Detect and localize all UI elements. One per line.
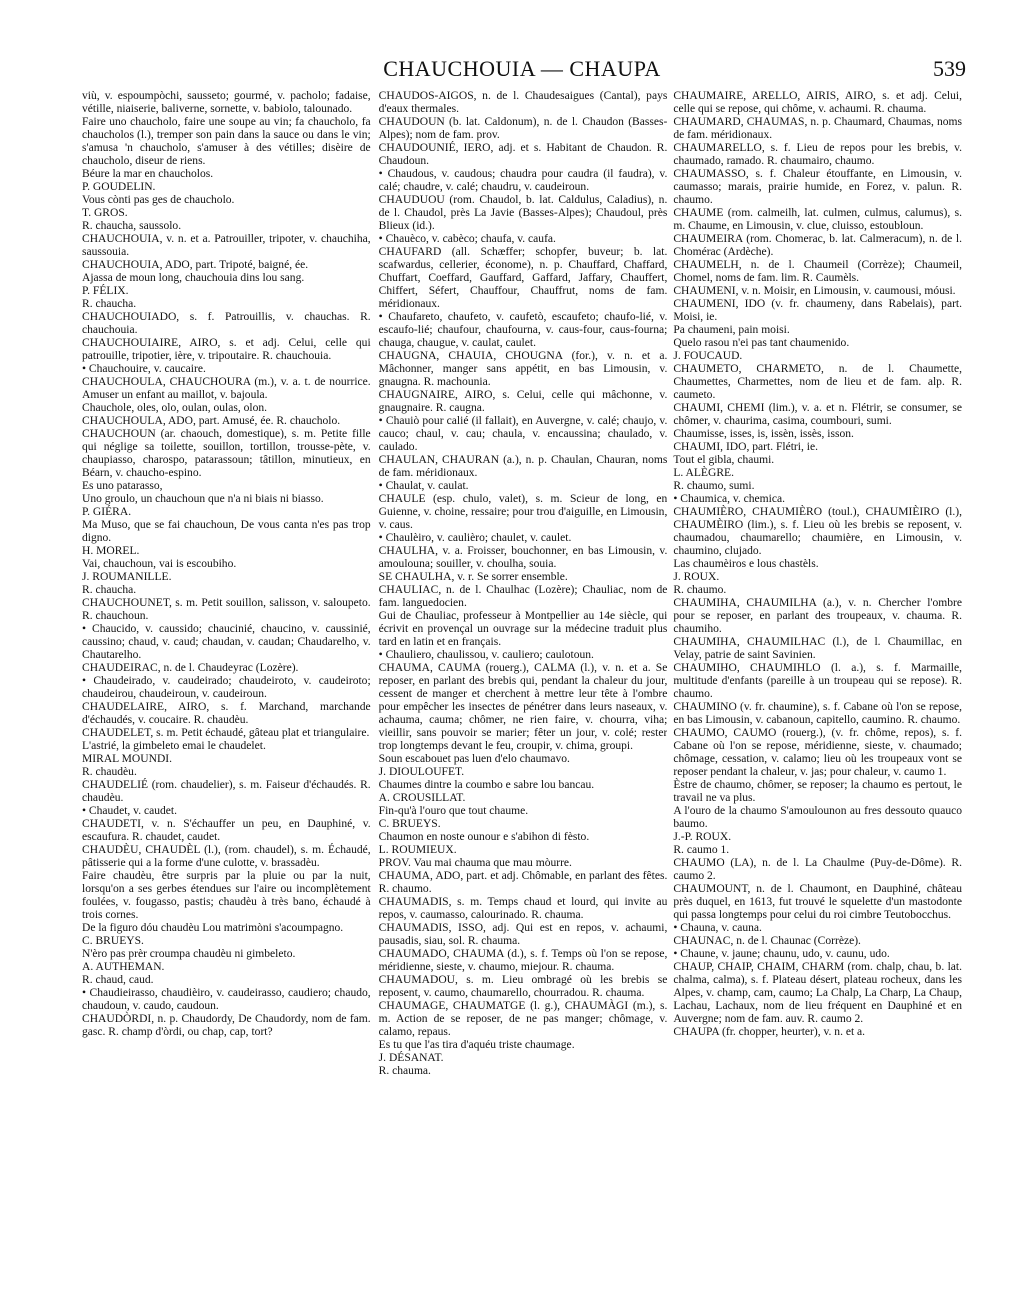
entry-paragraph: CHAUMA, ADO, part. et adj. Chômable, en parlant des fêtes. R. chaumo. <box>378 870 668 895</box>
entry-paragraph: CHAUCHOULA, CHAUCHOURA (m.), v. a. t. de nourrice. Amuser un enfant au maillot, v. bajoula. <box>82 376 371 401</box>
entry-paragraph: De la figuro dóu chaudèu Lou matrimòni s'acoumpagno. <box>82 922 344 934</box>
entry-paragraph: H. MOREL. <box>82 545 140 557</box>
entry-paragraph: • Chaudeirado, v. caudeirado; chaudeiroto, v. caudeiroto; chaudeirou, chaudeiroun, v. caudeiroun. <box>82 675 371 700</box>
entry-paragraph: CHAUDOUN (b. lat. Caldonum), n. de l. Chaudon (Basses-Alpes); nom de fam. prov. <box>378 116 668 141</box>
entry-paragraph: Faire uno chaucholo, faire une soupe au vin; fa chaucholo, fa chaucholos (l.), tremper son pain dans la sauce ou dans le vin; s'amusa 'n chaucholo, s'amuser à des vétilles; disèire de chaucholo, diseur de riens. <box>82 116 371 167</box>
entry-paragraph: CHAUMAGE, CHAUMATGE (l. g.), CHAUMÀGI (m.), s. m. Action de se reposer, de ne pas manger; chômage, v. calamo, repaus. <box>378 1000 668 1038</box>
entry-paragraph: • Chaudieirasso, chaudièiro, v. caudeirasso, caudiero; chaudo, chaudoun, v. caudo, caudoun. <box>82 987 371 1012</box>
entry-paragraph: Fin-qu'à l'ouro que tout chaume. <box>378 805 529 817</box>
entry-paragraph: CHAUMENI, v. n. Moisir, en Limousin, v. caumousi, móusi. <box>673 285 956 297</box>
entry-paragraph: Vai, chauchoun, vai is escoubiho. <box>82 558 237 570</box>
entry-paragraph: CHAUDÒRDI, n. p. Chaudordy, De Chaudordy, nom de fam. gasc. R. champ d'òrdi, ou chap, cap, tort? <box>82 1013 371 1038</box>
entry-paragraph: Uno groulo, un chauchoun que n'a ni biais ni biasso. <box>82 493 324 505</box>
entry-paragraph: MIRAL MOUNDI. <box>82 753 173 765</box>
entry-paragraph: • Chaufareto, chaufeto, v. caufetò, escaufeto; chaufo-lié, v. escaufo-lié; chaufour, chaufourna, v. caus-four, caus-fourna; chauga, chaugue, v. caulat, caulet. <box>378 311 668 349</box>
entry-paragraph: L. ROUMIEUX. <box>378 844 457 856</box>
entry-paragraph: • Chaulat, v. caulat. <box>378 480 469 492</box>
entry-paragraph: • Chaudet, v. caudet. <box>82 805 177 817</box>
entry-paragraph: CHAUMAIRE, ARELLO, AIRIS, AIRO, s. et adj. Celui, celle qui se repose, qui chôme, v. achaumi. R. chauma. <box>673 90 963 115</box>
entry-paragraph: CHAUMEIRA (rom. Chomerac, b. lat. Calmeracum), n. de l. Chomérac (Ardèche). <box>673 233 963 258</box>
entry-paragraph: J.-P. ROUX. <box>673 831 732 843</box>
entry-paragraph: CHAUCHOUNET, s. m. Petit souillon, salisson, v. saloupeto. R. chauchoun. <box>82 597 371 622</box>
entry-paragraph: N'èro pas prèr croumpa chaudèu ni gimbeleto. <box>82 948 296 960</box>
entry-paragraph: Es tu que l'as tira d'aquéu triste chaumage. <box>378 1039 575 1051</box>
entry-paragraph: CHAUCHOUIAIRE, AIRO, s. et adj. Celui, celle qui patrouille, tripotier, ière, v. tripoutaire. R. chauchouia. <box>82 337 371 362</box>
entry-paragraph: J. ROUMANILLE. <box>82 571 172 583</box>
entry-paragraph: CHAUMADOU, s. m. Lieu ombragé où les brebis se reposent, v. caumo, chaumarello, chourradou. R. chauma. <box>378 974 668 999</box>
entry-paragraph: • Chauchouire, v. caucaire. <box>82 363 206 375</box>
entry-paragraph: Pa chaumeni, pain moisi. <box>673 324 790 336</box>
entry-paragraph: • Chauiò pour calié (il fallait), en Auvergne, v. calé; chaujo, v. cauco; chaul, v. cau; chaula, v. encaussina; chaulado, v. caulado. <box>378 415 668 453</box>
entry-paragraph: R. chaucha, saussolo. <box>82 220 182 232</box>
entry-paragraph: • Chaucido, v. caussido; chaucinié, chaucino, v. caussinié, caussino; chaud, v. caud; chaudan, v. caudan; Chaudarelho, v. Chautarelho. <box>82 623 371 661</box>
entry-paragraph: J. FOUCAUD. <box>673 350 743 362</box>
entry-paragraph: CHAUDOUNIÉ, IERO, adj. et s. Habitant de Chaudon. R. Chaudoun. <box>378 142 668 167</box>
entry-paragraph: Chaumon en noste ounour e s'abihon di fèsto. <box>378 831 590 843</box>
entry-paragraph: CHAUMIHO, CHAUMIHLO (l. a.), s. f. Marmaille, multitude d'enfants (pareille à un troupeau qui se repose). R. chaumo. <box>673 662 963 700</box>
entry-paragraph: R. caumo 1. <box>673 844 730 856</box>
entry-paragraph: CHAUMENI, IDO (v. fr. chaumeny, dans Rabelais), part. Moisi, ie. <box>673 298 963 323</box>
running-head: CHAUCHOUIA — CHAUPA <box>383 56 661 81</box>
entry-paragraph: CHAUMIHA, CHAUMILHA (a.), v. n. Chercher l'ombre pour se reposer, en parlant des troupeaux, v. chauma. R. chaumiho. <box>673 597 963 635</box>
page-header <box>82 56 966 90</box>
column-1 <box>82 90 373 1276</box>
entry-paragraph: CHAUMOUNT, n. de l. Chaumont, en Dauphiné, château près duquel, en 1613, fut trouvé le squelette d'un mastodonte qui passa longtemps pour celui du roi cimbre Teutobocchus. <box>673 883 963 921</box>
entry-paragraph: J. ROUX. <box>673 571 720 583</box>
entry-paragraph: CHAUMA, CAUMA (rouerg.), CALMA (l.), v. n. et a. Se reposer, en parlant des brebis qui, pendant la chaleur du jour, cessent de manger et cherchent à mettre leur tête à l'ombre pour empêcher les insectes de pénétrer dans leurs naseaux, v. achauma, cauma; chômer, ne rien faire, v. chourra, viha; vieillir, sans pouvoir se marier; fêter un jour, v. colé; rester trop longtemps devant le feu, croupir, v. chima, groupi. <box>378 662 668 752</box>
dictionary-page <box>82 56 966 1276</box>
entry-paragraph: CHAUMASSO, s. f. Chaleur étouffante, en Limousin, v. caumasso; marais, prairie humide, en Forez, v. palun. R. chaumo. <box>673 168 963 206</box>
entry-paragraph: CHAUMIHA, CHAUMILHAC (l.), de l. Chaumillac, en Velay, patrie de saint Savinien. <box>673 636 963 661</box>
entry-paragraph: • Chauna, v. cauna. <box>673 922 762 934</box>
column-2 <box>376 90 668 1276</box>
entry-paragraph: • Chaudous, v. caudous; chaudra pour caudra (il faudra), v. calé; chaudre, v. calé; chaudru, v. caudeiroun. <box>378 168 668 193</box>
entry-paragraph: CHAULIAC, n. de l. Chaulhac (Lozère); Chauliac, nom de fam. languedocien. <box>378 584 668 609</box>
entry-paragraph: R. chauma. <box>378 1065 431 1077</box>
entry-paragraph: CHAUGNA, CHAUIA, CHOUGNA (for.), v. n. et a. Mâchonner, manger sans appétit, en bas Limousin, v. gnaugna. R. machounia. <box>378 350 668 388</box>
entry-paragraph: • Chaulèiro, v. caulièro; chaulet, v. caulet. <box>378 532 572 544</box>
entry-paragraph: CHAUMADIS, s. m. Temps chaud et lourd, qui invite au repos, v. caumasso, calourinado. R. chauma. <box>378 896 668 921</box>
entry-paragraph: Gui de Chauliac, professeur à Montpellier au 14e siècle, qui écrivit en provençal un ouvrage sur la médecine traduit plus tard en latin et en français. <box>378 610 668 648</box>
entry-paragraph: CHAUP, CHAIP, CHAIM, CHARM (rom. chalp, chau, b. lat. chalma, calma), s. f. Plateau désert, plateau rocheux, dans les Alpes, v. champ, cam, caumo; La Chalp, La Charp, La Chaup, Lachau, Lachaux, nom de lieu fréquent en Dauphiné et en Auvergne; nom de fam. auv. R. caumo 2. <box>673 961 963 1025</box>
entry-paragraph: CHAUMADO, CHAUMA (d.), s. f. Temps où l'on se repose, méridienne, sieste, v. chaumo, miejour. R. chauma. <box>378 948 668 973</box>
entry-paragraph: • Chaune, v. jaune; chaunu, udo, v. caunu, udo. <box>673 948 890 960</box>
entry-paragraph: CHAULHA, v. a. Froisser, bouchonner, en bas Limousin, v. amoulouna; souiller, v. choulha, souia. <box>378 545 668 570</box>
entry-paragraph: Las chaumèiros e lous chastèls. <box>673 558 819 570</box>
entry-paragraph: CHAUGNAIRE, AIRO, s. Celui, celle qui mâchonne, v. gnaugnaire. R. caugna. <box>378 389 668 414</box>
entry-paragraph: CHAUMADIS, ISSO, adj. Qui est en repos, v. achaumi, pausadis, siau, sol. R. chauma. <box>378 922 668 947</box>
entry-paragraph: C. BRUEYS. <box>82 935 144 947</box>
entry-paragraph: CHAUMO (LA), n. de l. La Chaulme (Puy-de-Dôme). R. caumo 2. <box>673 857 963 882</box>
entry-paragraph: CHAUDELIÉ (rom. chaudelier), s. m. Faiseur d'échaudés. R. chaudèu. <box>82 779 371 804</box>
entry-paragraph: J. DÉSANAT. <box>378 1052 444 1064</box>
entry-paragraph: R. chaucha. <box>82 298 137 310</box>
entry-paragraph: Es uno patarasso, <box>82 480 163 492</box>
entry-paragraph: CHAUME (rom. calmeilh, lat. culmen, culmus, calumus), s. m. Chaume, en Limousin, v. clue, cluisso, estoubloun. <box>673 207 963 232</box>
entry-paragraph: J. DIOULOUFET. <box>378 766 465 778</box>
column-3 <box>670 90 962 1276</box>
entry-paragraph: Ma Muso, que se fai chauchoun, De vous canta n'es pas trop digno. <box>82 519 371 544</box>
entry-paragraph: CHAULE (esp. chulo, valet), s. m. Scieur de long, en Guienne, v. choine, ressaire; pour trou d'aiguille, en Limousin, v. caus. <box>378 493 668 531</box>
entry-paragraph: R. chaumo, sumi. <box>673 480 755 492</box>
entry-paragraph: • Chaumica, v. chemica. <box>673 493 786 505</box>
entry-paragraph: CHAUCHOUIA, ADO, part. Tripoté, baigné, ée. <box>82 259 309 271</box>
page-number: 539 <box>933 56 966 81</box>
entry-paragraph: CHAUPA (fr. chopper, heurter), v. n. et a. <box>673 1026 866 1038</box>
entry-paragraph: Béure la mar en chaucholos. <box>82 168 214 180</box>
entry-paragraph: CHAUMARELLO, s. f. Lieu de repos pour les brebis, v. chaumado, ramado. R. chaumairo, chaumo. <box>673 142 963 167</box>
entry-paragraph: Chauchole, oles, olo, oulan, oulas, olon. <box>82 402 268 414</box>
entry-paragraph: Vous cònti pas ges de chaucholo. <box>82 194 235 206</box>
entry-paragraph: CHAUDÈU, CHAUDÈL (l.), (rom. chaudel), s. m. Échaudé, pâtisserie qui a la forme d'une culotte, v. brassadèu. <box>82 844 371 869</box>
entry-paragraph: Tout el gibla, chaumi. <box>673 454 775 466</box>
entry-paragraph: A. AUTHEMAN. <box>82 961 165 973</box>
entry-paragraph: P. GIÉRA. <box>82 506 132 518</box>
entry-paragraph: P. GOUDELIN. <box>82 181 156 193</box>
entry-paragraph: C. BRUEYS. <box>378 818 441 830</box>
entry-paragraph: Èstre de chaumo, chômer, se reposer; la chaumo es pertout, le travail ne va plus. <box>673 779 963 804</box>
columns <box>82 90 962 1276</box>
entry-paragraph: CHAUCHOUIADO, s. f. Patrouillis, v. chauchas. R. chauchouia. <box>82 311 371 336</box>
entry-paragraph: CHAUMETO, CHARMETO, n. de l. Chaumette, Chaumettes, Charmettes, nom de lieu et de fam. alp. R. caumeto. <box>673 363 963 401</box>
entry-paragraph: R. chaumo. <box>673 584 727 596</box>
entry-paragraph: CHAUMARD, CHAUMAS, n. p. Chaumard, Chaumas, noms de fam. méridionaux. <box>673 116 963 141</box>
entry-paragraph: CHAUMO, CAUMO (rouerg.), (v. fr. chôme, repos), s. f. Cabane où l'on se repose, méridienne, sieste, v. chaumado; chômage, cessation, v. calamo; lieu où les troupeaux vont se reposer pendant la chaleur, v. jas; pour chaleur, v. caumo 1. <box>673 727 963 778</box>
entry-paragraph: CHAUNAC, n. de l. Chaunac (Corrèze). <box>673 935 861 947</box>
entry-paragraph: Ajassa de moun long, chauchouia dins lou sang. <box>82 272 305 284</box>
entry-paragraph: CHAUDETI, v. n. S'échauffer un peu, en Dauphiné, v. escaufura. R. chaudet, caudet. <box>82 818 371 843</box>
entry-paragraph: A l'ouro de la chaumo S'amoulounon au fres dessouto quauco baumo. <box>673 805 963 830</box>
entry-paragraph: CHAUMI, IDO, part. Flétri, ie. <box>673 441 818 453</box>
entry-paragraph: R. chaucha. <box>82 584 137 596</box>
entry-paragraph: viù, v. espoumpòchi, sausseto; gourmé, v. pacholo; fadaise, vétille, niaiserie, baliverne, sornette, v. babiolo, talounado. <box>82 90 371 115</box>
entry-paragraph: Chaumes dintre la coumbo e sabre lou bancau. <box>378 779 595 791</box>
entry-paragraph: A. CROUSILLAT. <box>378 792 466 804</box>
entry-paragraph: CHAUDEIRAC, n. de l. Chaudeyrac (Lozère). <box>82 662 299 674</box>
entry-paragraph: P. FÉLIX. <box>82 285 129 297</box>
entry-paragraph: PROV. Vau mai chauma que mau mòurre. <box>378 857 572 869</box>
entry-paragraph: L. ALÈGRE. <box>673 467 734 479</box>
entry-paragraph: CHAUDOS-AIGOS, n. de l. Chaudesaigues (Cantal), pays d'eaux thermales. <box>378 90 668 115</box>
entry-paragraph: T. GROS. <box>82 207 128 219</box>
entry-paragraph: CHAUMIÈRO, CHAUMIÈRO (toul.), CHAUMIÈIRO (l.), CHAUMÈIRO (lim.), s. f. Lieu où les brebis se reposent, v. chaumadou, chaumarello; chaumière, en Limousin, v. chaumino, clujado. <box>673 506 963 557</box>
entry-paragraph: CHAUCHOUN (ar. chaouch, domestique), s. m. Petite fille qui néglige sa toilette, souillon, tortillon, trousse-pète, v. chaupiasso, charospo, patarassoun; tâtillon, minutieux, en Béarn, v. chaucho-espino. <box>82 428 371 479</box>
entry-paragraph: Soun escabouet pas luen d'elo chaumavo. <box>378 753 570 765</box>
entry-paragraph: CHAUDUOU (rom. Chaudol, b. lat. Caldulus, Caladius), n. de l. Chaudol, près La Javie (Basses-Alpes); Chaudoul, près Blieux (id.). <box>378 194 668 232</box>
entry-paragraph: CHAUDELET, s. m. Petit échaudé, gâteau plat et triangulaire. <box>82 727 370 739</box>
entry-paragraph: SE CHAULHA, v. r. Se sorrer ensemble. <box>378 571 568 583</box>
entry-paragraph: • Chauliero, chaulissou, v. cauliero; caulotoun. <box>378 649 594 661</box>
entry-paragraph: R. chaudèu. <box>82 766 137 778</box>
entry-paragraph: Quelo rasou n'ei pas tant chaumenido. <box>673 337 850 349</box>
entry-paragraph: CHAUMI, CHEMI (lim.), v. a. et n. Flétrir, se consumer, se chômer, v. chaurima, casima, coumbouri, sumi. <box>673 402 963 427</box>
entry-paragraph: L'astrié, la gimbeleto emai le chaudelet. <box>82 740 266 752</box>
entry-paragraph: CHAUMELH, n. de l. Chaumeil (Corrèze); Chaumeil, Chomel, noms de fam. lim. R. Caumèls. <box>673 259 963 284</box>
entry-paragraph: CHAULAN, CHAURAN (a.), n. p. Chaulan, Chauran, noms de fam. méridionaux. <box>378 454 668 479</box>
entry-paragraph: CHAUDELAIRE, AIRO, s. f. Marchand, marchande d'échaudés, v. coucaire. R. chaudèu. <box>82 701 371 726</box>
entry-paragraph: Chaumisse, isses, is, issèn, issès, isson. <box>673 428 854 440</box>
entry-paragraph: CHAUMINO (v. fr. chaumine), s. f. Cabane où l'on se repose, en bas Limousin, v. cabanoun, capitello, caumino. R. chaumo. <box>673 701 963 726</box>
entry-paragraph: R. chaud, caud. <box>82 974 154 986</box>
entry-paragraph: Faire chaudèu, être surpris par la pluie ou par la nuit, lorsqu'on a ses gerbes étendues sur l'aire ou incomplètement foulées, v. fougasso, pastis; chaudèu à très bano, échaudé à trois cornes. <box>82 870 371 921</box>
entry-paragraph: CHAUCHOULA, ADO, part. Amusé, ée. R. chaucholo. <box>82 415 341 427</box>
entry-paragraph: CHAUCHOUIA, v. n. et a. Patrouiller, tripoter, v. chauchiha, saussouia. <box>82 233 371 258</box>
entry-paragraph: CHAUFARD (all. Schæffer; schopfer, buveur; b. lat. scafwardus, cellerier, économe), n. p. Chauffard, Chaffard, Chuffart, Coeffard, Gauffard, Gaffard, Jaffary, Chauffert, Chiffert, Séfert, Chauffour, Chauffrut, noms de fam. méridionaux. <box>378 246 668 310</box>
entry-paragraph: • Chauèco, v. cabèco; chaufa, v. caufa. <box>378 233 556 245</box>
